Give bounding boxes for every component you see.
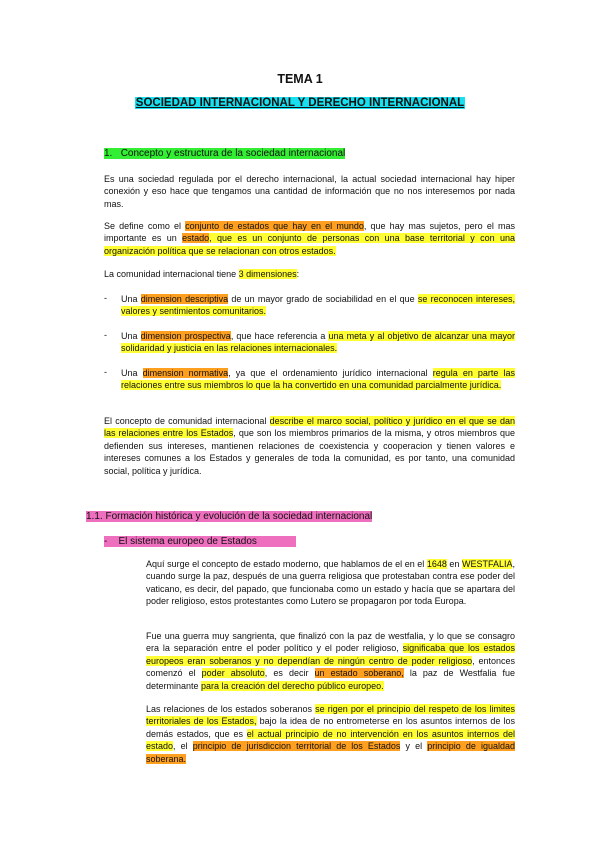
p6-highlight-derecho-publico: para la creación del derecho público europeo. xyxy=(201,680,384,691)
b3-highlight-definition: regula en parte las relaciones entre sus miembros lo que la ha convertido en una comunidad parcialmente jurídica. xyxy=(121,368,515,391)
section-heading-1-text: Concepto y estructura de la sociedad internacional xyxy=(120,148,346,159)
bullet-item-2 xyxy=(121,330,515,355)
section-heading-1-highlight xyxy=(104,148,345,159)
p5-highlight-westfalia: WESTFALIA xyxy=(461,559,513,569)
p6-highlight-absoluto: poder absoluto xyxy=(201,668,265,679)
b1-highlight-term: dimension descriptiva xyxy=(140,294,229,304)
b2-text-c: , que hace referencia a xyxy=(230,331,329,341)
section-heading-3-highlight xyxy=(104,536,296,547)
b1-text-c: de un mayor grado de sociabilidad en el que xyxy=(228,294,418,304)
p6-highlight-estado-soberano: un estado soberano, xyxy=(314,668,404,679)
section-heading-2-text: 1.1. Formación histórica y evolución de la sociedad internacional xyxy=(86,511,373,522)
paragraph-7 xyxy=(146,703,515,765)
p7-text-g: y el xyxy=(400,741,428,752)
p6-text-a: Fue una guerra muy sangrienta, que finalizó con la paz de westfalia, y lo que se consagro era la separación entre el poder político y el poder religioso, xyxy=(146,631,515,654)
paragraph-2 xyxy=(104,220,515,257)
p7-text-e: , el xyxy=(173,741,193,752)
p2-text-e: , que xyxy=(209,233,238,244)
p2-text-a: Se define como el xyxy=(104,221,186,231)
p5-text-e: , cuando surge la paz, después de una guerra religiosa que protestaban contra ese poder del vaticano, es decir, del papado, que funcionaba como un estado y hacía que se apartara del poder religioso, estos protestantes como Lutero se propagaron por toda Europa. xyxy=(146,559,515,607)
b1-highlight-definition: se reconocen intereses, valores y sentimientos comunitarios. xyxy=(121,294,515,317)
p4-text-c: , que son los miembros primarios de la misma, y otros miembros que defienden sus intereses, mantienen relaciones de coexistencia y cooperacion y tienen valores e intereses comunes a los Estados y generales de toda la comunidad, es por tanto, una comunidad social, política y jurídica. xyxy=(104,428,515,476)
p3-text-c: : xyxy=(296,269,300,279)
paragraph-3 xyxy=(104,268,515,280)
bullet-item-3 xyxy=(121,367,515,392)
p5-text-c: en xyxy=(446,559,462,569)
b3-text-c: , ya que el ordenamiento jurídico internacional xyxy=(228,368,433,378)
p3-highlight-dimensiones: 3 dimensiones xyxy=(238,269,297,279)
bullet-marker-1: - xyxy=(104,293,107,303)
bullet-marker-3: - xyxy=(104,367,107,377)
paragraph-1: Es una sociedad regulada por el derecho internacional, la actual sociedad internacional hay hiper conexión y eso hace que tengamos una cantidad de información que no nos interesemos por nada mas. xyxy=(104,174,515,209)
p2-highlight-estado: estado xyxy=(182,233,210,244)
p7-highlight-igualdad: principio de igualdad soberana. xyxy=(146,741,516,764)
b3-text-a: Una xyxy=(121,368,143,378)
section-heading-2 xyxy=(86,511,372,522)
p6-highlight-soberanos: significaba que los estados europeos eran soberanos y no dependían de ningún centro de poder religioso xyxy=(146,643,515,666)
bullet-item-1 xyxy=(121,293,515,318)
section-heading-3-marker: - xyxy=(104,536,108,547)
p5-text-a: Aquí surge el concepto de estado moderno, que hablamos de el en el xyxy=(146,559,427,569)
subtitle-text: SOCIEDAD INTERNACIONAL Y DERECHO INTERNACIONAL xyxy=(135,97,465,109)
p7-highlight-jurisdiccion: principio de jurisdiccion territorial de los Estados xyxy=(192,741,401,752)
bullet-marker-2: - xyxy=(104,330,107,340)
b3-highlight-term: dimension normativa xyxy=(142,368,229,378)
p6-text-e: , es decir xyxy=(264,668,315,679)
section-heading-3-text: El sistema europeo de Estados xyxy=(118,536,257,547)
p6-text-c: , entonces comenzó el xyxy=(146,655,516,679)
b2-highlight-term: dimension prospectiva xyxy=(140,331,231,341)
document-title: TEMA 1 xyxy=(277,72,323,86)
p7-highlight-limites: se rigen por el principio del respeto de los limites territoriales de los Estados, xyxy=(146,704,515,727)
p6-text-g: la paz de Westfalia fue determinante xyxy=(146,668,515,691)
section-heading-3 xyxy=(104,536,296,547)
p7-text-c: bajo la idea de no entrometerse en los asuntos internos de los demás estados, que es xyxy=(146,716,515,739)
section-heading-1 xyxy=(104,148,345,159)
p4-text-a: El concepto de comunidad internacional xyxy=(104,416,270,426)
p2-highlight-definicion: es un conjunto de personas con una base territorial y con una organización política que se relacionan con otros estados. xyxy=(104,233,515,256)
p4-highlight-marco: describe el marco social, político y jurídico en el que se dan las relaciones entre los Estados xyxy=(104,416,515,439)
paragraph-5 xyxy=(146,558,515,608)
paragraph-4 xyxy=(104,415,515,477)
p7-highlight-no-intervencion: el actual principio de no intervención en los asuntos internos del estado xyxy=(146,728,515,752)
p3-text-a: La comunidad internacional tiene xyxy=(104,269,239,279)
p2-text-c: , que hay mas sujetos, pero el mas importante es un xyxy=(104,221,515,244)
b2-highlight-definition: una meta y al objetivo de alcanzar una mayor solidaridad y justicia en las relaciones internacionales. xyxy=(121,331,516,354)
p5-highlight-year: 1648 xyxy=(426,559,447,569)
b1-text-a: Una xyxy=(121,294,141,304)
paragraph-6 xyxy=(146,630,515,692)
document-subtitle xyxy=(0,97,600,109)
b2-text-a: Una xyxy=(121,331,141,341)
p2-highlight-conjunto: conjunto de estados que hay en el mundo xyxy=(185,221,364,231)
section-heading-1-number: 1. xyxy=(104,148,113,159)
p7-text-a: Las relaciones de los estados soberanos xyxy=(146,704,316,714)
